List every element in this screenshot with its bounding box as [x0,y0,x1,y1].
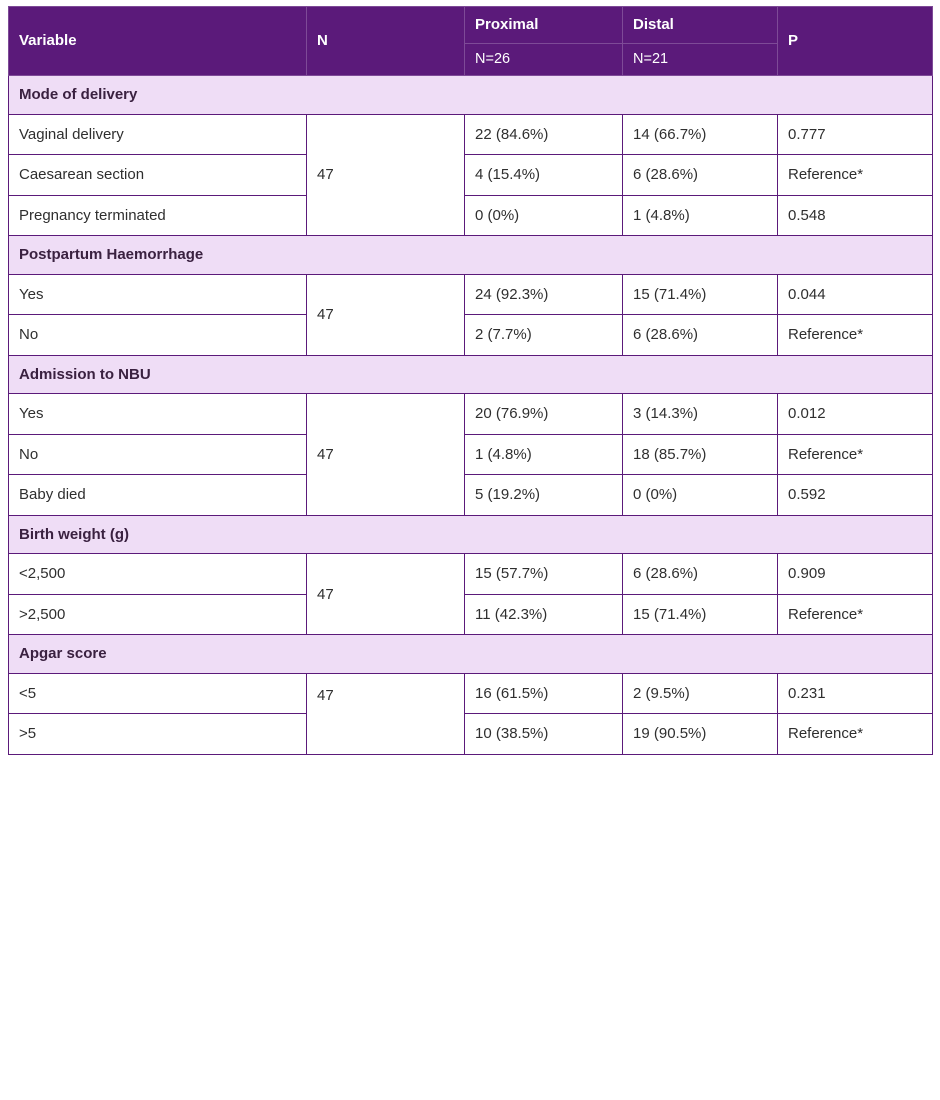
row-variable: <2,500 [9,554,307,595]
row-variable: >5 [9,714,307,755]
row-n: 47 [307,554,465,635]
row-n: 47 [307,274,465,355]
row-distal: 18 (85.7%) [623,434,778,475]
table-row [9,114,933,155]
section-header-row [9,515,933,554]
section-header-row [9,76,933,115]
column-header-n: N [307,7,465,76]
row-proximal: 20 (76.9%) [465,394,623,435]
row-p: 0.044 [778,274,933,315]
column-header-proximal: Proximal [465,7,623,44]
row-variable: Yes [9,394,307,435]
row-variable: Vaginal delivery [9,114,307,155]
table-row [9,155,933,196]
row-variable: No [9,434,307,475]
section-title: Postpartum Haemorrhage [9,236,933,275]
table-row [9,673,933,714]
row-distal: 6 (28.6%) [623,315,778,356]
row-proximal: 1 (4.8%) [465,434,623,475]
row-n: 47 [307,394,465,516]
column-header-p: P [778,7,933,76]
section-header-row [9,236,933,275]
row-p: 0.909 [778,554,933,595]
table-row [9,475,933,516]
row-variable: Yes [9,274,307,315]
section-title: Apgar score [9,635,933,674]
row-proximal: 4 (15.4%) [465,155,623,196]
row-p: 0.231 [778,673,933,714]
row-n: 47 [307,114,465,236]
row-distal: 15 (71.4%) [623,274,778,315]
row-distal: 15 (71.4%) [623,594,778,635]
table-row [9,554,933,595]
row-variable: <5 [9,673,307,714]
row-variable: >2,500 [9,594,307,635]
row-p: Reference* [778,594,933,635]
section-title: Admission to NBU [9,355,933,394]
table-row [9,315,933,356]
row-p: 0.012 [778,394,933,435]
section-header-row [9,355,933,394]
row-p: 0.777 [778,114,933,155]
row-variable: Caesarean section [9,155,307,196]
column-subheader-distal-n: N=21 [623,44,778,76]
table-header-row [9,7,933,44]
row-distal: 0 (0%) [623,475,778,516]
row-p: 0.592 [778,475,933,516]
row-variable: Baby died [9,475,307,516]
row-n: 47 [307,673,465,754]
column-subheader-proximal-n: N=26 [465,44,623,76]
row-proximal: 11 (42.3%) [465,594,623,635]
row-distal: 2 (9.5%) [623,673,778,714]
row-proximal: 22 (84.6%) [465,114,623,155]
row-distal: 6 (28.6%) [623,155,778,196]
row-proximal: 5 (19.2%) [465,475,623,516]
column-header-variable: Variable [9,7,307,76]
outcomes-comparison-table [8,6,933,755]
table-row [9,274,933,315]
section-title: Birth weight (g) [9,515,933,554]
row-distal: 14 (66.7%) [623,114,778,155]
table-row [9,714,933,755]
row-p: Reference* [778,315,933,356]
table-row [9,594,933,635]
section-title: Mode of delivery [9,76,933,115]
row-proximal: 2 (7.7%) [465,315,623,356]
row-variable: No [9,315,307,356]
row-distal: 1 (4.8%) [623,195,778,236]
row-proximal: 24 (92.3%) [465,274,623,315]
row-proximal: 10 (38.5%) [465,714,623,755]
row-p: Reference* [778,714,933,755]
column-header-distal: Distal [623,7,778,44]
row-p: 0.548 [778,195,933,236]
table-row [9,434,933,475]
row-proximal: 15 (57.7%) [465,554,623,595]
section-header-row [9,635,933,674]
row-distal: 3 (14.3%) [623,394,778,435]
table-body [9,76,933,755]
row-distal: 19 (90.5%) [623,714,778,755]
table-row [9,394,933,435]
row-distal: 6 (28.6%) [623,554,778,595]
row-p: Reference* [778,434,933,475]
row-proximal: 16 (61.5%) [465,673,623,714]
row-p: Reference* [778,155,933,196]
table-row [9,195,933,236]
row-proximal: 0 (0%) [465,195,623,236]
row-variable: Pregnancy terminated [9,195,307,236]
table-header [9,7,933,76]
